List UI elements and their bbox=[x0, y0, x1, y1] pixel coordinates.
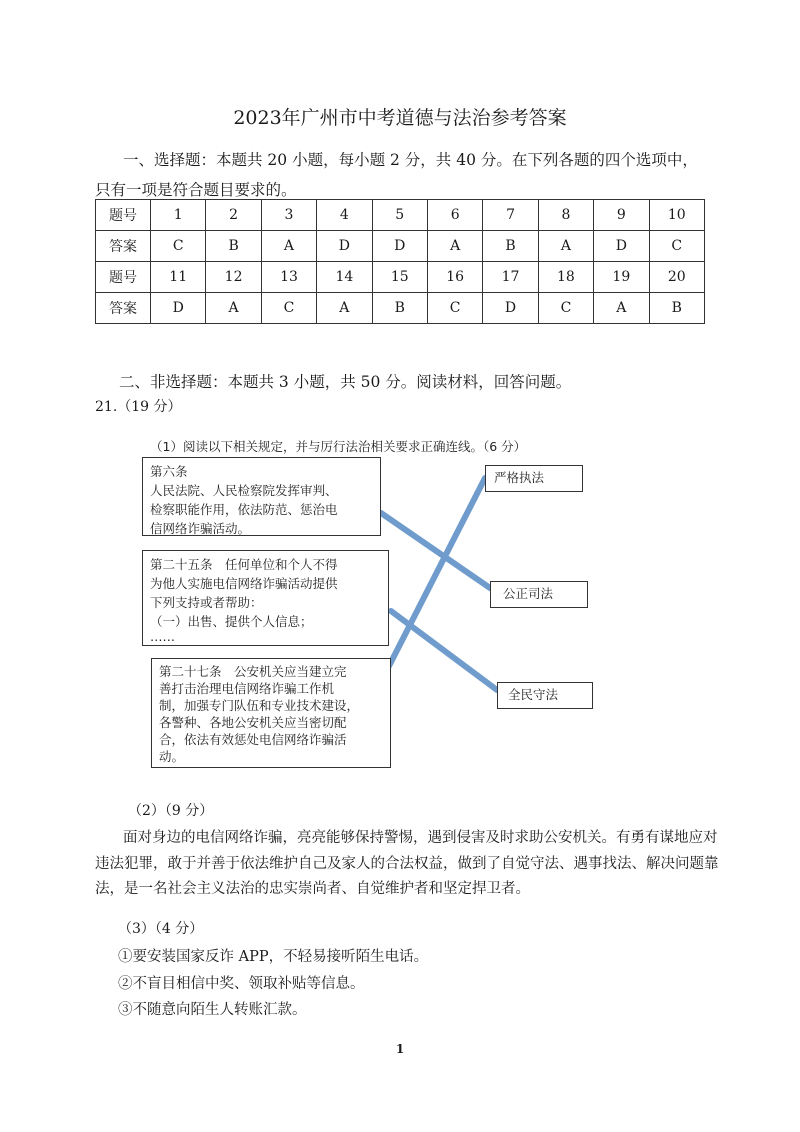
question-number-cell: 4 bbox=[317, 200, 372, 231]
question-number-cell: 8 bbox=[538, 200, 593, 231]
answer-cell: D bbox=[483, 293, 538, 324]
question-number-cell: 5 bbox=[372, 200, 427, 231]
answer-cell: D bbox=[317, 231, 372, 262]
box-text-line: …… bbox=[150, 629, 175, 644]
part1-instruction: （1）阅读以下相关规定，并与厉行法治相关要求正确连线。（6 分） bbox=[150, 439, 527, 454]
question-number-cell: 20 bbox=[649, 262, 704, 293]
question-number-cell: 3 bbox=[261, 200, 316, 231]
answer-label: 答案 bbox=[96, 293, 151, 324]
answer-cell: A bbox=[427, 231, 482, 262]
part3-item: ③不随意向陌生人转账汇款。 bbox=[118, 1002, 307, 1018]
question-number-cell: 18 bbox=[538, 262, 593, 293]
box-text-line: 动。 bbox=[159, 749, 185, 764]
answer-label: 答案 bbox=[96, 231, 151, 262]
answer-cell: B bbox=[483, 231, 538, 262]
regulation-box-article-27 bbox=[151, 658, 391, 768]
question-number-cell: 9 bbox=[594, 200, 649, 231]
requirement-label: 全民守法 bbox=[508, 687, 559, 702]
answer-cell: A bbox=[261, 231, 316, 262]
box-text-line: 第二十五条 任何单位和个人不得 bbox=[150, 557, 338, 572]
requirement-box-universal-law-abiding bbox=[497, 682, 593, 709]
answer-cell: D bbox=[151, 293, 206, 324]
question-number-cell: 2 bbox=[206, 200, 261, 231]
box-text-line: 善打击治理电信网络诈骗工作机 bbox=[159, 681, 335, 696]
answer-cell: B bbox=[649, 293, 704, 324]
match-line bbox=[391, 611, 497, 690]
requirement-box-strict-enforcement bbox=[485, 465, 583, 492]
part2-line2: 违法犯罪，敢于并善于依法维护自己及家人的合法权益，做到了自觉守法、遇事找法、解决问题靠 bbox=[95, 856, 719, 872]
box-text-line: 制，加强专门队伍和专业技术建设， bbox=[159, 698, 360, 713]
question-number-cell: 1 bbox=[151, 200, 206, 231]
question-number-cell: 10 bbox=[649, 200, 704, 231]
answer-cell: D bbox=[372, 231, 427, 262]
question-21-label: 21.（19 分） bbox=[95, 399, 182, 415]
answer-cell: C bbox=[151, 231, 206, 262]
answer-cell: C bbox=[427, 293, 482, 324]
answer-cell: B bbox=[206, 231, 261, 262]
answer-cell: A bbox=[538, 231, 593, 262]
question-number-cell: 16 bbox=[427, 262, 482, 293]
question-number-cell: 13 bbox=[261, 262, 316, 293]
section2-heading: 二、非选择题：本题共 3 小题，共 50 分。阅读材料，回答问题。 bbox=[119, 373, 572, 391]
answer-cell: A bbox=[594, 293, 649, 324]
question-label: 题号 bbox=[96, 262, 151, 293]
answer-cell: D bbox=[594, 231, 649, 262]
requirement-label: 严格执法 bbox=[494, 470, 545, 485]
page-title: 2023年广州市中考道德与法治参考答案 bbox=[233, 107, 567, 129]
question-number-cell: 11 bbox=[151, 262, 206, 293]
box-text-line: 第二十七条 公安机关应当建立完 bbox=[159, 664, 347, 679]
answer-cell: B bbox=[372, 293, 427, 324]
question-number-cell: 7 bbox=[483, 200, 538, 231]
requirement-label: 公正司法 bbox=[503, 586, 554, 601]
box-text-line: 信网络诈骗活动。 bbox=[150, 521, 251, 536]
box-text-line: 为他人实施电信网络诈骗活动提供 bbox=[150, 576, 338, 591]
box-text-line: 下列支持或者帮助： bbox=[150, 595, 263, 610]
box-text-line: 第六条 bbox=[150, 464, 188, 479]
answer-cell: C bbox=[261, 293, 316, 324]
question-number-cell: 12 bbox=[206, 262, 261, 293]
question-number-cell: 17 bbox=[483, 262, 538, 293]
question-number-cell: 14 bbox=[317, 262, 372, 293]
question-number-cell: 19 bbox=[594, 262, 649, 293]
box-text-line: （一）出售、提供个人信息； bbox=[150, 614, 313, 629]
part2-heading: （2）（9 分） bbox=[128, 803, 214, 819]
answer-cell: C bbox=[649, 231, 704, 262]
part3-heading: （3）（4 分） bbox=[118, 921, 204, 937]
part2-line3: 法，是一名社会主义法治的忠实崇尚者、自觉维护者和坚定捍卫者。 bbox=[95, 881, 530, 897]
question-number-cell: 15 bbox=[372, 262, 427, 293]
box-text-line: 人民法院、人民检察院发挥审判、 bbox=[150, 483, 338, 498]
answer-cell: C bbox=[538, 293, 593, 324]
answer-cell: A bbox=[317, 293, 372, 324]
section1-line2: 只有一项是符合题目要求的。 bbox=[95, 181, 297, 199]
page-number: 1 bbox=[395, 1042, 405, 1056]
box-text-line: 合，依法有效惩处电信网络诈骗活 bbox=[159, 732, 347, 747]
requirement-box-fair-justice bbox=[490, 581, 588, 608]
part3-item: ②不盲目相信中奖、领取补贴等信息。 bbox=[118, 976, 365, 992]
question-number-cell: 6 bbox=[427, 200, 482, 231]
box-text-line: 检察职能作用，依法防范、惩治电 bbox=[150, 502, 338, 517]
part3-item: ①要安装国家反诈 APP，不轻易接听陌生电话。 bbox=[118, 949, 429, 965]
question-label: 题号 bbox=[96, 200, 151, 231]
part2-line1: 面对身边的电信网络诈骗，亮亮能够保持警惕，遇到侵害及时求助公安机关。有勇有谋地应对 bbox=[123, 830, 718, 846]
box-text-line: 各警种、各地公安机关应当密切配 bbox=[159, 715, 347, 730]
regulation-box-article-6 bbox=[142, 457, 381, 536]
answer-cell: A bbox=[206, 293, 261, 324]
regulation-box-article-25 bbox=[142, 550, 389, 646]
section1-line1: 一、选择题：本题共 20 小题，每小题 2 分，共 40 分。在下列各题的四个选项中， bbox=[123, 151, 698, 169]
